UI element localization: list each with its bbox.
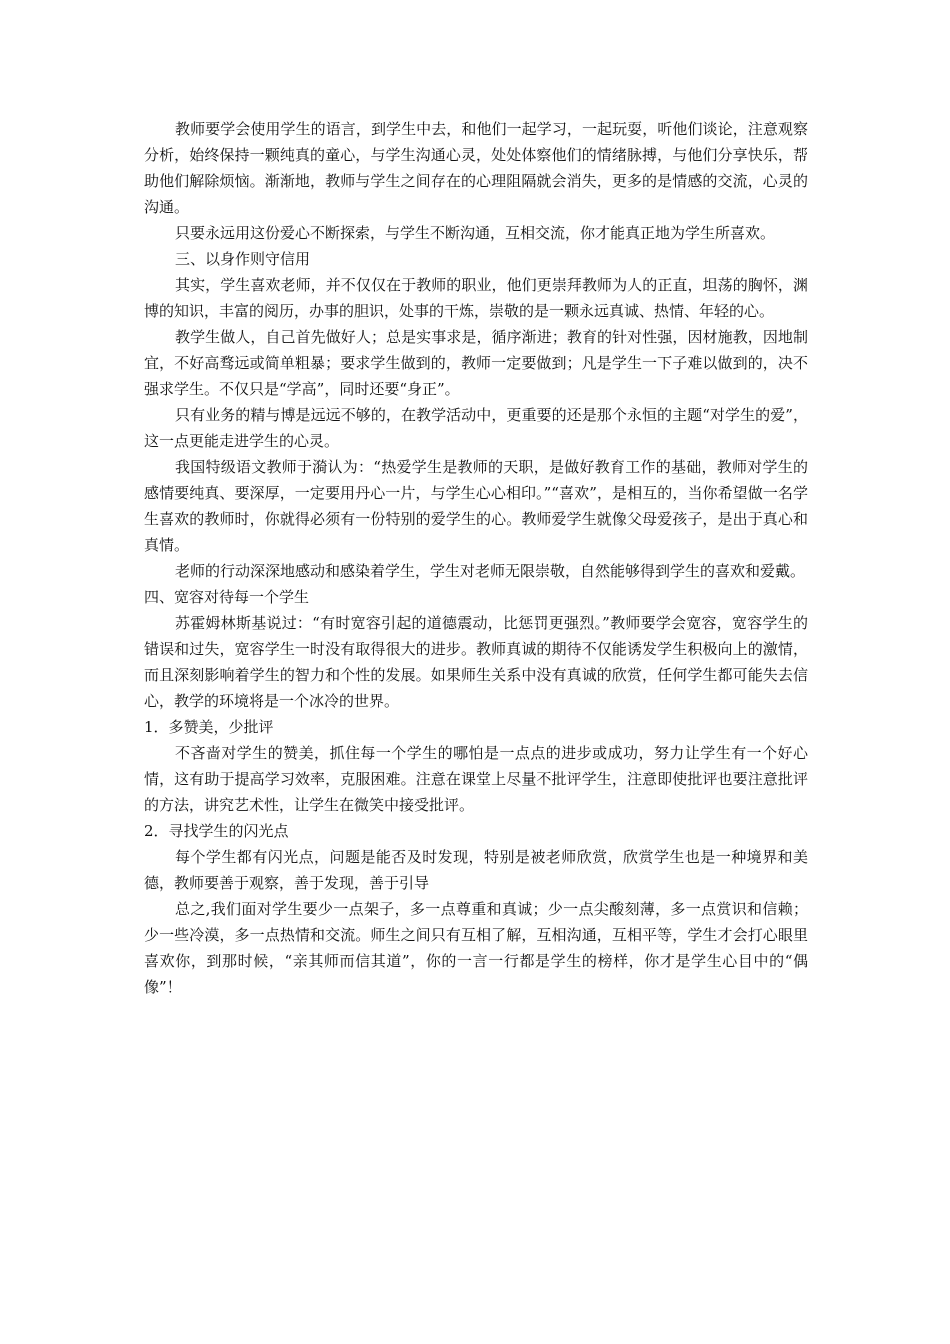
subsection-heading: 2．寻找学生的闪光点 (144, 822, 289, 840)
paragraph: 苏霍姆林斯基说过：“有时宽容引起的道德震动，比惩罚更强烈。”教师要学会宽容，宽容学生的错误和过失，宽容学生一时没有取得很大的进步。教师真诚的期待不仅能诱发学生积极向上的激情，而且深刻影响着学生的智力和个性的发展。如果师生关系中没有真诚的欣赏，任何学生都可能失去信心，教学的环境将是一个冰冷的世界。 (144, 614, 808, 710)
paragraph: 其实，学生喜欢老师，并不仅仅在于教师的职业，他们更崇拜教师为人的正直，坦荡的胸怀，渊博的知识，丰富的阅历，办事的胆识，处事的干炼，崇敬的是一颗永远真诚、热情、年轻的心。 (144, 276, 808, 320)
paragraph: 老师的行动深深地感动和感染着学生，学生对老师无限崇敬，自然能够得到学生的喜欢和爱戴。 (175, 562, 806, 580)
paragraph: 只有业务的精与博是远远不够的，在教学活动中，更重要的还是那个永恒的主题“对学生的爱”，这一点更能走进学生的心灵。 (144, 406, 808, 450)
paragraph: 不吝啬对学生的赞美，抓住每一个学生的哪怕是一点点的进步或成功，努力让学生有一个好心情，这有助于提高学习效率，克服困难。注意在课堂上尽量不批评学生，注意即使批评也要注意批评的方法，讲究艺术性，让学生在微笑中接受批评。 (144, 744, 808, 814)
section-heading: 三、以身作则守信用 (175, 250, 311, 268)
paragraph: 我国特级语文教师于漪认为：“热爱学生是教师的天职，是做好教育工作的基础，教师对学生的感情要纯真、要深厚，一定要用丹心一片，与学生心心相印。”“喜欢”，是相互的，当你希望做一名学生喜欢的教师时，你就得必须有一份特别的爱学生的心。教师爱学生就像父母爱孩子，是出于真心和真情。 (144, 458, 808, 554)
paragraph: 每个学生都有闪光点，问题是能否及时发现，特别是被老师欣赏，欣赏学生也是一种境界和美德，教师要善于观察，善于发现，善于引导 (144, 848, 808, 892)
paragraph: 只要永远用这份爱心不断探索，与学生不断沟通，互相交流，你才能真正地为学生所喜欢。 (175, 224, 776, 242)
document-page (144, 116, 808, 1000)
section-heading: 四、宽容对待每一个学生 (144, 588, 310, 606)
paragraph: 教学生做人，自己首先做好人；总是实事求是，循序渐进；教育的针对性强，因材施教，因地制宜，不好高骛远或简单粗暴；要求学生做到的，教师一定要做到；凡是学生一下子难以做到的，决不强求学生。不仅只是“学高”，同时还要“身正”。 (144, 328, 808, 398)
subsection-heading: 1．多赞美，少批评 (144, 718, 274, 736)
paragraph: 教师要学会使用学生的语言，到学生中去，和他们一起学习，一起玩耍，听他们谈论，注意观察分析，始终保持一颗纯真的童心，与学生沟通心灵，处处体察他们的情绪脉搏，与他们分享快乐，帮助他们解除烦恼。渐渐地，教师与学生之间存在的心理阻隔就会消失，更多的是情感的交流，心灵的沟通。 (144, 120, 808, 216)
paragraph: 总之,我们面对学生要少一点架子，多一点尊重和真诚；少一点尖酸刻薄，多一点赏识和信赖；少一些冷漠，多一点热情和交流。师生之间只有互相了解，互相沟通，互相平等，学生才会打心眼里喜欢你，到那时候，“亲其师而信其道”，你的一言一行都是学生的榜样，你才是学生心目中的“偶像”！ (144, 900, 808, 996)
